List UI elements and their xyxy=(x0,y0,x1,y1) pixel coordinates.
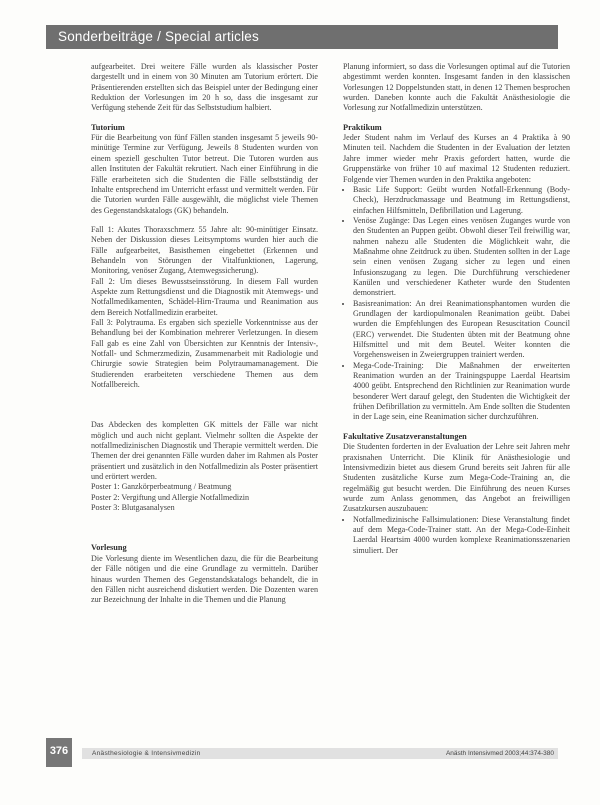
vorlesung-heading: Vorlesung xyxy=(91,543,127,553)
journal-name: Anästhesiologie & Intensivmedizin xyxy=(92,750,201,757)
list-item: • Venöse Zugänge: Das Legen eines venösen Zuganges wurde von den Studenten an Puppen geübt. Obwohl dieser Teil freiwillig war, nahmen nahezu alle Studenten die Möglichkeit wahr, die Maßnahme ohne Zeitdruck zu üben. Studenten sollten in der Lage sein einen venösen Zugang sicher zu legen und einen Infusionszugang zu legen. Die Durchführung verschiedener Kanülen und verschiedener Katheter wurde den Studenten demonstriert. xyxy=(353,216,570,299)
fall-1-paragraph: Fall 1: Akutes Thoraxschmerz 55 Jahre alt: 90-minütiger Einsatz. Neben der Diskussion dieses Leitsymptoms wurden hier auch die Fälle aufgearbeitet, Basisthemen eingebettet (Erkennen und Behandeln von Störungen der Vitalfunktionen, Lagerung, Monitoring, venöser Zugang, Atemwegssicherung). xyxy=(91,224,318,276)
intro-paragraph: aufgearbeitet. Drei weitere Fälle wurden als klassischer Poster dargestellt und in einem von 30 Minuten am Tutorium erörtert. Die Präsentierenden erstellten sich das Beispiel unter der Bedingung einer Reduktion der Vorlesungen im 20 h so, dass die insgesamt zur Verfügung stehende Zeit für das Selbststudium halbiert. xyxy=(91,62,318,113)
tutorium-heading: Tutorium xyxy=(91,122,125,132)
zusatz-paragraph: Die Studenten forderten in der Evaluation der Lehre seit Jahren mehr praxisnahen Unterricht. Die Klinik für Anästhesiologie und Intensivmedizin bietet aus diesem Grund bereits seit Jahren für alle Studenten zusätzliche Kurse zum Mega-Code-Training an, die regelmäßig gut besucht werden. Die Einführung des neuen Kurses wurde zum Anlass genommen, das Angebot an freiwilligen Zusatzkursen auszubauen: xyxy=(343,442,570,514)
gk-paragraph: Das Abdecken des kompletten GK mittels der Fälle war nicht möglich und auch nicht geplant. Vielmehr sollten die Aspekte der notfallmedizinischen Diagnostik und Therapie vermittelt werden. Die Themen der drei genannten Fälle wurden daher im Rahmen als Poster präsentiert und zusätzlich in den Notfallmedizin als Poster präsentiert und erörtert werden. xyxy=(91,420,318,482)
list-item: • Basic Life Support: Geübt wurden Notfall-Erkennung (Body-Check), Herzdruckmassage und Beatmung im Rettungsdienst, einfachen Hilfsmitteln, Defibrillation und Lagerung. xyxy=(353,185,570,216)
vorlesung-paragraph: Die Vorlesung diente im Wesentlichen dazu, die für die Bearbeitung der Fälle nötigen und die eine Grundlage zu vermitteln. Darüber hinaus wurden Themen des Gegenstandskatalogs behandelt, die in den Fällen nicht ausreichend diskutiert werden. Die Dozenten waren zur Bezeichnung der Inhalte in die Themen und die Planung xyxy=(91,553,318,605)
zusatz-heading: Fakultative Zusatzveranstaltungen xyxy=(343,431,467,441)
fall-2-paragraph: Fall 2: Um dieses Bewusstseinsstörung. In diesem Fall wurden Aspekte zum Rettungsdienst und die Diagnostik mit Atemwegs- und Notfallmedikamenten, Schädel-Hirn-Trauma und Reanimation aus dem Bereich Notfallmedizin erarbeitet. xyxy=(91,276,318,317)
zusatz-list xyxy=(343,515,570,556)
left-column xyxy=(91,62,318,606)
poster-1: Poster 1: Ganzkörperbeatmung / Beatmung xyxy=(91,482,232,492)
list-item: • Mega-Code-Training: Die Maßnahmen der erweiterten Reanimation wurden an der Trainingspuppe Laerdal Heartsim 4000 geübt. Entsprechend den Richtlinien zur Reanimation wurde besonderer Wert darauf gelegt, den Studenten die Wichtigkeit der frühen Defibrillation zu vermitteln. Am Ende sollten die Studenten in der Lage sein, eine Reanimation sicher durchzuführen. xyxy=(353,361,570,423)
praktikum-list xyxy=(343,185,570,423)
citation-reference: Anästh Intensivmed 2003;44:374-380 xyxy=(445,750,554,757)
page-number: 376 xyxy=(49,745,69,757)
right-intro-paragraph: Planung informiert, so dass die Vorlesungen optimal auf die Tutorien abgestimmt werden konnten. Insgesamt fanden in den klassischen Vorlesungen 12 Doppelstunden statt, in denen 12 Themen besprochen wurden. Daneben konnte auch die Fakultät Anästhesiologie die Vorlesung zur Notfallmedizin unterstützen. xyxy=(343,62,570,113)
list-item: • Notfallmedizinische Fallsimulationen: Diese Veranstaltung findet auf dem Mega-Code-Trainer statt. An der Mega-Code-Einheit Laerdal Heartsim 4000 wurden komplexe Reanimationsszenarien simuliert. Der xyxy=(353,515,570,556)
praktikum-heading: Praktikum xyxy=(343,122,382,132)
fall-3-paragraph: Fall 3: Polytrauma. Es ergaben sich spezielle Vorkenntnisse aus der Behandlung bei der Kombination mehrerer Verletzungen. In diesem Fall gab es eine Zahl von Übersichten zur Kenntnis der Intensiv-, Notfall- und Schmerzmedizin, Zusammenarbeit mit Radiologie und Chirurgie sowie Strategien beim Polytraumamanagement. Die Studierenden erarbeiteten verschiedene Themen aus dem Notfallbereich. xyxy=(91,317,318,390)
praktikum-paragraph: Jeder Student nahm im Verlauf des Kurses an 4 Praktika à 90 Minuten teil. Nachdem die Studenten in der Evaluation der letzten Jahre immer wieder mehr Praxis gefordert hatten, wurde die Gruppenstärke von früher 10 auf maximal 12 Studenten reduziert. Folgende vier Themen wurden in den Praktika angeboten: xyxy=(343,133,570,184)
poster-3: Poster 3: Blutgasanalysen xyxy=(91,503,175,513)
poster-2: Poster 2: Vergiftung und Allergie Notfallmedizin xyxy=(91,492,250,502)
list-item: • Basisreanimation: An drei Reanimationsphantomen wurden die Grundlagen der kardiopulmonalen Reanimation geübt. Dabei wurden die Empfehlungen des European Resuscitation Council (ERC) verwendet. Die Studenten übten mit der Beatmung ohne Hilfsmittel und mit dem Beutel. Weiter konnten die Vorgehensweisen in Zweiergruppen trainiert werden. xyxy=(353,299,570,361)
section-title: Sonderbeiträge / Special articles xyxy=(58,29,259,44)
tutorium-paragraph: Für die Bearbeitung von fünf Fällen standen insgesamt 5 jeweils 90-minütige Termine zur Verfügung. Jeweils 8 Studenten wurden von einem speziell geschulten Tutor betreut. Die Tutoren wurden aus allen Instituten der Fakultät rekrutiert. Nach einer Einführung in die Fälle erarbeiteten sich die Studenten die Fälle selbstständig der Inhalte entsprechend im Unterricht erfasst und vermittelt werden. Für die Tutorien wurden Fälle ausgewählt, die möglichst viele Themen des Gegenstandskatalogs (GK) behandeln. xyxy=(91,133,318,215)
right-column xyxy=(343,62,570,556)
